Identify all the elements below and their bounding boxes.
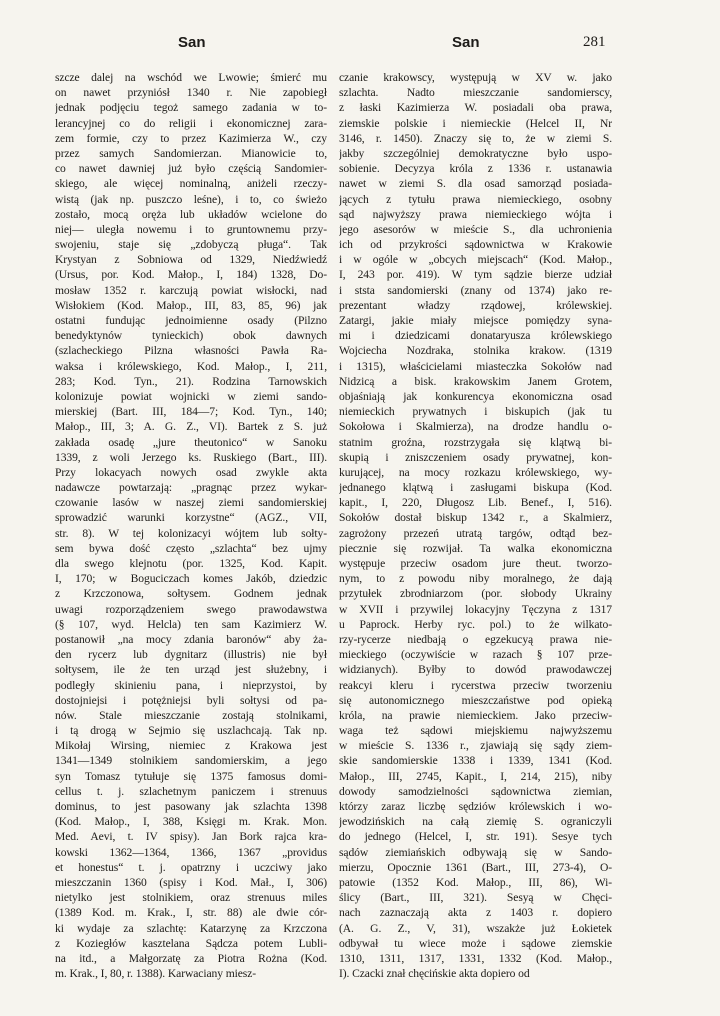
- text-line: (Kod. Małop., I, 388, Księgi m. Krak. Mon.: [55, 815, 327, 829]
- text-line: u Paprock. Herby ryc. pol.) to że wilkato-: [339, 617, 612, 631]
- text-line: Mikołaj Wirsing, niemiec z Krakowa jest: [55, 739, 327, 753]
- text-line: ki wydaje za szlachtę: Katarzynę za Krzczona: [55, 921, 327, 935]
- text-line: czanie krakowscy, występują w XV w. jako: [339, 71, 612, 84]
- text-line: m. Krak., I, 80, r. 1388). Karwaciany miesz-: [55, 967, 257, 981]
- running-head-right: San: [452, 34, 480, 51]
- text-line: króla, na prawie niemieckiem. Jako przeciw-: [339, 708, 612, 722]
- text-line: ziemskie polskie i niemieckie (Helcel II, Nr: [339, 116, 612, 130]
- text-line: Przy lokacyach nowych osad zwykle akta: [55, 465, 327, 479]
- text-column-right: [339, 70, 612, 1000]
- text-line: kurującej, na mocy rozkazu królewskiego, wy-: [339, 465, 612, 479]
- text-line: 1341—1349 stolnikiem sandomierskim, a jego: [55, 754, 327, 768]
- text-line: z Krzczonowa, sołtysem. Godnem jednak: [55, 587, 327, 601]
- text-line: w mieście S. 1336 r., zjawiają się sądy ziem-: [339, 739, 612, 753]
- text-line: z Koziegłów kasztelana Sądcza potem Lubli-: [55, 936, 327, 950]
- text-line: nawet w ziemi S. dla osad samorząd posiada-: [339, 177, 612, 191]
- text-line: wistą (jak np. puszczo leśne), i to, co świeżo: [55, 192, 327, 206]
- text-line: jewodzińskich na całą ziemię S. ograniczyli: [339, 815, 612, 829]
- text-line: się autonomicznego mieszczaństwe pod opieką: [339, 693, 612, 707]
- text-line: ich od przykrości sądownictwa w Krakowie: [339, 238, 612, 252]
- text-line: kowski 1362—1364, 1366, 1367 „providus: [55, 845, 327, 859]
- text-line: jego asesorów w mieście S., dla uchronienia: [339, 222, 612, 236]
- text-line: na itd., a Małgorzatę za Piotra Rożna (Kod.: [55, 951, 327, 965]
- text-line: kolonizuje powiat wojnicki w ziemi sando-: [55, 389, 327, 403]
- text-line: reakcyi kleru i rycerstwa przeciw tworzeniu: [339, 678, 612, 692]
- text-line: jących z tytułu prawa niemieckiego, osobny: [339, 192, 612, 206]
- text-line: benedyktynów tynieckich) obok dawnych: [55, 329, 327, 343]
- text-line: sąd najwyższy prawa niemieckiego wójta i: [339, 207, 612, 221]
- text-line: Sokołowa i Skalmierza), na drodze handlu o-: [339, 420, 612, 434]
- text-line: 3146, r. 1450). Znaczy się to, że w ziemi S.: [339, 131, 612, 145]
- text-line: on nawet przyniósł 1340 r. Nie zapobiegł: [55, 86, 327, 100]
- text-line: sprowadzić warunki korzystne“ (AGZ., VII,: [55, 511, 327, 525]
- text-line: Wisłokiem (Kod. Małop., III, 83, 85, 96) jak: [55, 298, 327, 312]
- text-line: szlachta. Nadto mieszczanie sandomierscy,: [339, 86, 612, 100]
- text-line: cellus t. j. szlachetnym paniczem i strenuus: [55, 784, 327, 798]
- text-line: swojeniu, staje się „zdobyczą pługa“. Tak: [55, 238, 327, 252]
- text-line: ślicy (Bart., III, 321). Sesyą w Chęci-: [339, 891, 612, 905]
- text-line: nach zaznaczają akta z 1403 r. dopiero: [339, 906, 612, 920]
- text-line: mieszczanin 1360 (spisy i Kod. Mał., I, 306): [55, 875, 327, 889]
- text-line: statnim groźna, rozstrzygała się klątwą bi-: [339, 435, 612, 449]
- text-line: objaśniają jak konkurencya ekonomiczna osad: [339, 389, 612, 403]
- text-line: uwagi rozporządzeniem swego prawodawstwa: [55, 602, 327, 616]
- text-line: i w ogóle w „obcych miejscach“ (Kod. Małop.,: [339, 253, 612, 267]
- text-line: i tą drogą w Sejmio się uszlachcają. Tak np.: [55, 724, 327, 738]
- text-line: do jednego (Helcel, I, str. 191). Sesye tych: [339, 830, 612, 844]
- text-line: z łaski Kazimierza W. posiadali oba prawa,: [339, 101, 612, 115]
- text-line: et honestus“ t. j. opatrzny i uczciwy jako: [55, 860, 327, 874]
- text-line: odbywał tu wiece może i sądowe ziemskie: [339, 936, 612, 950]
- text-line: czowanie lasów w naszej ziemi sandomierskiej: [55, 496, 327, 510]
- text-line: jednanego klątwą i zasługami biskupa (Kod.: [339, 481, 612, 495]
- text-line: nym, to z powodu niby moralnego, że dają: [339, 572, 612, 586]
- running-head-left: San: [178, 34, 206, 51]
- text-line: dominus, to jest pasowany jak szlachta 1398: [55, 800, 327, 813]
- text-line: ostatni fundując jednoimienne osady (Pilzno: [55, 314, 327, 327]
- text-line: waksa i królewskiego, Kod. Małop., I, 211,: [55, 359, 327, 373]
- text-line: dostojniejsi i potężniejsi byli sołtysi od pa-: [55, 693, 327, 707]
- text-line: (Ursus, por. Kod. Małop., I, 184) 1328, Do-: [55, 268, 327, 282]
- text-line: (szlacheckiego Pilzna własności Pawła Ra-: [55, 344, 327, 358]
- text-line: i ststa sandomierski (znany od 1374) jako re-: [339, 283, 612, 297]
- text-line: podległy skinieniu pana, i nieprzystoi, by: [55, 678, 327, 692]
- text-line: Małop., III, 3; A. G. Z., VI). Bartek z S. już: [55, 420, 327, 434]
- text-line: Nidzicą a bisk. krakowskim Janem Grotem,: [339, 374, 612, 388]
- text-line: I, 170; w Boguciczach komes Jakób, dziedzic: [55, 572, 327, 586]
- text-line: zem formie, czy to przez Kazimierza W., czy: [55, 131, 327, 145]
- text-line: lerancyjnej co do religii i ekonomicznej zara-: [55, 116, 327, 130]
- text-line: str. 8). W tej kolonizacyi wójtem lub sołty-: [55, 526, 327, 540]
- text-line: jakby szczególniej demokratyczne było uspo-: [339, 146, 612, 160]
- text-line: kapit., I, 220, Długosz Lib. Benef., I, 516).: [339, 496, 612, 510]
- text-line: zagrożony przezeń utratą targów, odtąd bez-: [339, 526, 612, 540]
- text-column-left: [55, 70, 327, 1000]
- text-line: 283; Kod. Tyn., 21). Rodzina Tarnowskich: [55, 374, 327, 388]
- text-line: sem bywa dość często „szlachta“ bez ujmy: [55, 541, 327, 555]
- text-line: szcze dalej na wschód we Lwowie; śmierć mu: [55, 71, 327, 84]
- text-line: niej— uległa nowemu i to gruntownemu przy-: [55, 222, 327, 236]
- text-line: widzianych). Byłby to dowód prawodawczej: [339, 663, 612, 677]
- text-line: nów. Stale mieszczanie zostają stolnikami,: [55, 708, 327, 722]
- text-line: den rycerz lub dygnitarz (illustris) nie był: [55, 648, 327, 662]
- text-line: niemieckich prywatnych i biskupich (jak tu: [339, 405, 612, 419]
- text-line: nietylko jest stolnikiem, oraz strenuus miles: [55, 891, 327, 905]
- text-line: i 1315), właścicielami miasteczka Sokołów nad: [339, 359, 612, 373]
- text-line: 1310, 1311, 1317, 1331, 1332 (Kod. Małop.,: [339, 951, 612, 965]
- text-line: którzy zaraz liczbę sędziów królewskich i wo-: [339, 800, 612, 813]
- text-line: patowie (1352 Kod. Małop., III, 86), Wi-: [339, 875, 612, 889]
- text-line: zakłada osadę „jure theutonico“ w Sanoku: [55, 435, 327, 449]
- text-line: sądów ziemiańskich odbywają się w Sando-: [339, 845, 612, 859]
- text-line: skie sandomierskie 1338 i 1339, 1341 (Kod.: [339, 754, 612, 768]
- text-line: mi i dziedzicami donataryusza królewskiego: [339, 329, 612, 343]
- text-line: (1389 Kod. m. Krak., I, str. 88) ale dwie cór-: [55, 906, 327, 920]
- text-line: dowody samodzielności sądownictwa ziemian,: [339, 784, 612, 798]
- text-line: postanowił „na mocy zdania baronów“ aby ża-: [55, 632, 327, 646]
- text-line: zostało, mocą oręża lub układów wcielone do: [55, 207, 327, 221]
- text-line: dla swego klejnotu (por. 1325, Kod. Kapit.: [55, 557, 327, 570]
- text-line: występuje przeciw osadom jure theut. tworzo-: [339, 557, 612, 570]
- text-line: mierzu, Opocznie 1361 (Bart., III, 273-4), O-: [339, 860, 612, 874]
- text-line: skiego, ale więcej nominalną, aniżeli rzeczy-: [55, 177, 327, 191]
- page-number: 281: [583, 34, 606, 50]
- text-line: w XVII i przywilej lokacyjny Tęczyna z 1317: [339, 602, 612, 616]
- text-line: prezentant władzy rządowej, królewskiej.: [339, 298, 612, 312]
- text-line: przytułek zbrodniarzom (por. słobody Ukrainy: [339, 587, 612, 601]
- text-line: mieckiego (oczywiście w razach § 107 prze-: [339, 648, 612, 662]
- text-line: Med. Aevi, t. IV spisy). Jan Bork rajca kra-: [55, 830, 327, 844]
- text-line: 1339, z woli Jerzego ks. Ruskiego (Bart., III).: [55, 450, 327, 464]
- text-line: co nawet dawniej już było częścią Sandomier-: [55, 162, 327, 176]
- text-line: (A. G. Z., V, 31), wszakże już Łokietek: [339, 921, 612, 935]
- text-line: jednak podjęciu tegoż samego zadania w to-: [55, 101, 327, 115]
- text-line: nadawcze powtarzają: „pragnąc przez wykar-: [55, 481, 327, 495]
- text-line: Sokołów dostał biskup 1342 r., a Skalmierz,: [339, 511, 612, 525]
- text-line: (§ 107, wyd. Helcla) ten sam Kazimierz W.: [55, 617, 327, 631]
- text-line: sołtysem, ile że ten urząd jest służebny, i: [55, 663, 327, 677]
- text-line: I). Czacki znał chęcińskie akta dopiero od: [339, 967, 530, 981]
- text-line: Zatargi, jakie miały miejsce pomiędzy syna-: [339, 314, 612, 327]
- text-line: mierskiej (Bart. III, 184—7; Kod. Tyn., 140;: [55, 405, 327, 419]
- text-line: skupią i zniszczeniem osady prywatnej, kon-: [339, 450, 612, 464]
- page-header: [0, 34, 720, 54]
- text-line: syn Tomasz tytułuje się 1375 famosus domi-: [55, 769, 327, 783]
- text-line: waga też sądowi miejskiemu najwyższemu: [339, 724, 612, 738]
- text-line: Małop., III, 2745, Kapit., I, 214, 215), niby: [339, 769, 612, 783]
- text-line: mosław 1352 r. karczują powiat wisłocki, nad: [55, 283, 327, 297]
- text-line: Wojciecha Nozdraka, stolnika krakow. (1319: [339, 344, 612, 358]
- text-line: rzy-rycerze niedbają o egzekucyą prawa nie-: [339, 632, 612, 646]
- text-line: Krystyan z Sobniowa od 1329, Niedźwiedź: [55, 253, 327, 267]
- text-line: przez samych Sandomierzan. Mianowicie to,: [55, 146, 327, 160]
- text-line: sobienie. Decyzya króla z 1336 r. ustanawia: [339, 162, 612, 176]
- text-line: I, 243 por. 419). W tym sądzie bierze udział: [339, 268, 612, 282]
- text-line: piecznie się rozwijał. Ta walka ekonomiczna: [339, 541, 612, 555]
